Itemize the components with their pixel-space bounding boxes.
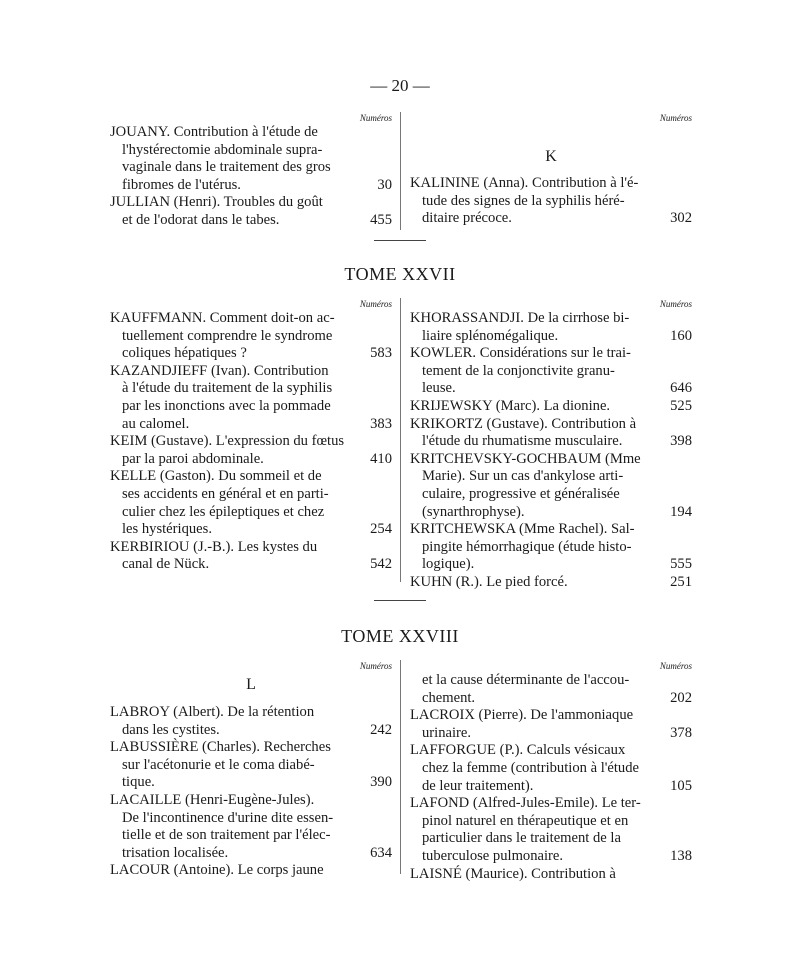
entry-line: KRITCHEVSKY-GOCHBAUM (Mme [410, 450, 641, 467]
index-entry [110, 468, 392, 538]
index-entry [410, 707, 692, 742]
index-entry [110, 704, 392, 739]
entry-page-number: 194 [670, 503, 692, 520]
index-entry [110, 739, 392, 792]
entry-line: fibromes de l'utérus. [122, 176, 241, 193]
entry-page-number: 410 [370, 450, 392, 467]
index-entry [410, 175, 692, 228]
entry-line: coliques hépatiques ? [122, 345, 247, 362]
entry-line: l'hystérectomie abdominale supra- [122, 141, 323, 158]
index-entry [410, 310, 692, 345]
section1-right-column [410, 112, 692, 228]
entry-line: KAZANDJIEFF (Ivan). Contribution [110, 362, 329, 379]
entry-line: De l'incontinence d'urine dite essen- [122, 809, 334, 826]
entry-page-number: 525 [670, 397, 692, 414]
entry-line: particulier dans le traitement de la [422, 830, 621, 847]
index-entry [410, 672, 692, 707]
entry-line: chement. [422, 689, 476, 706]
separator-rule [374, 600, 426, 601]
entry-line: vaginale dans le traitement des gros [122, 159, 331, 176]
entry-line: l'étude du rhumatisme musculaire. [422, 433, 623, 450]
entry-line: ditaire précoce. [422, 210, 512, 227]
entry-line: tique. [122, 774, 155, 791]
entry-line: et la cause déterminante de l'accou- [422, 672, 630, 688]
entry-line: pingite hémorrhagique (étude histo- [422, 538, 632, 555]
entry-page-number: 138 [670, 847, 692, 864]
entry-line: chez la femme (contribution à l'étude [422, 759, 639, 776]
entry-page-number: 251 [670, 573, 692, 590]
entry-page-number: 398 [670, 433, 692, 450]
column-divider [400, 660, 401, 874]
entry-line: par la paroi abdominale. [122, 450, 264, 467]
entry-line: KRIKORTZ (Gustave). Contribution à [410, 415, 637, 432]
index-entry [110, 539, 392, 574]
entry-page-number: 390 [370, 774, 392, 791]
entry-line: de leur traitement). [422, 777, 534, 794]
entries [410, 310, 692, 592]
entry-page-number: 160 [670, 327, 692, 344]
numeros-label: Numéros [359, 299, 392, 309]
entry-line: KUHN (R.). Le pied forcé. [410, 573, 568, 590]
entry-line: KRIJEWSKY (Marc). La dionine. [410, 397, 611, 414]
index-entry [410, 521, 692, 574]
index-entry [110, 433, 392, 468]
numeros-label: Numéros [659, 113, 692, 123]
numeros-label: Numéros [359, 661, 392, 671]
entry-line: tude des signes de la syphilis héré- [422, 192, 625, 209]
numeros-label: Numéros [659, 299, 692, 309]
index-entry [110, 310, 392, 363]
numeros-label: Numéros [359, 113, 392, 123]
entry-page-number: 254 [370, 521, 392, 538]
index-entry [410, 795, 692, 865]
column-divider [400, 112, 401, 230]
entry-line: canal de Nück. [122, 556, 210, 573]
entry-line: trisation localisée. [122, 844, 229, 861]
section3-left-column [110, 660, 392, 880]
section3-right-column [410, 660, 692, 883]
letter-heading-k: K [545, 148, 557, 165]
separator-rule [374, 240, 426, 241]
entry-page-number: 202 [670, 689, 692, 706]
section2-left-column [110, 298, 392, 574]
entry-line: LABROY (Albert). De la rétention [110, 704, 315, 720]
column-divider [400, 298, 401, 582]
index-entry [410, 416, 692, 451]
entry-page-number: 555 [670, 556, 692, 573]
entry-page-number: 583 [370, 345, 392, 362]
index-entry [410, 345, 692, 398]
entry-page-number: 634 [370, 844, 392, 861]
entry-line: tuellement comprendre le syndrome [122, 327, 333, 344]
entry-line: liaire splénomégalique. [422, 327, 559, 344]
entry-page-number: 242 [370, 721, 392, 738]
index-entry [410, 451, 692, 521]
entry-line: sur l'acétonurie et le coma diabé- [122, 756, 315, 773]
entry-line: LAFFORGUE (P.). Calculs vésicaux [410, 742, 626, 759]
index-entry [410, 574, 692, 592]
entry-page-number: 542 [370, 556, 392, 573]
page-number: — 20 — [370, 76, 430, 95]
entry-line: JOUANY. Contribution à l'étude de [110, 124, 318, 140]
entries [110, 310, 392, 574]
entry-line: LACAILLE (Henri-Eugène-Jules). [110, 791, 315, 808]
tome-heading: TOME XXVIII [341, 626, 459, 646]
entry-line: au calomel. [122, 415, 190, 432]
letter-heading-l: L [246, 676, 256, 693]
entries [410, 672, 692, 883]
entry-line: logique). [422, 556, 475, 573]
entry-line: tielle et de son traitement par l'élec- [122, 827, 331, 844]
entry-line: KAUFFMANN. Comment doit-on ac- [110, 310, 335, 326]
entries [110, 124, 392, 230]
entries [110, 704, 392, 880]
entry-line: LAFOND (Alfred-Jules-Emile). Le ter- [410, 795, 641, 812]
entry-line: tement de la conjonctivite granu- [422, 362, 615, 379]
entry-line: pinol naturel en thérapeutique et en [422, 812, 629, 829]
tome-heading: TOME XXVII [344, 264, 456, 284]
entry-page-number: 30 [377, 176, 392, 193]
entry-line: LABUSSIÈRE (Charles). Recherches [110, 739, 331, 756]
index-entry [110, 124, 392, 194]
entry-line: KHORASSANDJI. De la cirrhose bi- [410, 310, 630, 326]
entry-line: dans les cystites. [122, 721, 220, 738]
entry-line: par les inonctions avec la pommade [122, 397, 331, 414]
entry-page-number: 378 [670, 724, 692, 741]
entry-page-number: 105 [670, 777, 692, 794]
index-entry [410, 398, 692, 416]
entry-line: LACOUR (Antoine). Le corps jaune [110, 862, 324, 879]
numeros-label: Numéros [659, 661, 692, 671]
entry-line: KRITCHEWSKA (Mme Rachel). Sal- [410, 521, 635, 538]
entry-page-number: 455 [370, 211, 392, 228]
section2-right-column [410, 298, 692, 592]
index-entry [410, 866, 692, 884]
entry-line: Marie). Sur un cas d'ankylose arti- [422, 468, 624, 485]
entry-line: et de l'odorat dans le tabes. [122, 211, 280, 228]
entry-line: KERBIRIOU (J.-B.). Les kystes du [110, 538, 318, 555]
entry-line: culier chez les épileptiques et chez [122, 503, 325, 520]
entry-line: ses accidents en général et en parti- [122, 485, 329, 502]
entry-line: KEIM (Gustave). L'expression du fœtus [110, 433, 345, 450]
index-entry [110, 194, 392, 229]
entry-page-number: 302 [670, 210, 692, 227]
index-entry [110, 363, 392, 433]
entry-line: JULLIAN (Henri). Troubles du goût [110, 194, 323, 211]
entry-line: leuse. [422, 380, 456, 397]
section1-left-column [110, 112, 392, 230]
index-entry [110, 862, 392, 880]
entry-line: tuberculose pulmonaire. [422, 847, 564, 864]
index-entry [110, 792, 392, 862]
entry-line: KELLE (Gaston). Du sommeil et de [110, 468, 322, 485]
entry-line: KALININE (Anna). Contribution à l'é- [410, 175, 639, 191]
entry-line: KOWLER. Considérations sur le trai- [410, 345, 631, 362]
index-entry [410, 742, 692, 795]
entry-line: urinaire. [422, 724, 472, 741]
entry-line: à l'étude du traitement de la syphilis [122, 380, 333, 397]
entry-line: LAISNÉ (Maurice). Contribution à [410, 865, 616, 882]
entry-line: les hystériques. [122, 521, 212, 538]
entry-line: culaire, progressive et généralisée [422, 485, 620, 502]
entry-page-number: 383 [370, 415, 392, 432]
entries [410, 175, 692, 228]
entry-line: LACROIX (Pierre). De l'ammoniaque [410, 707, 634, 724]
entry-line: (synarthrophyse). [422, 503, 525, 520]
entry-page-number: 646 [670, 380, 692, 397]
